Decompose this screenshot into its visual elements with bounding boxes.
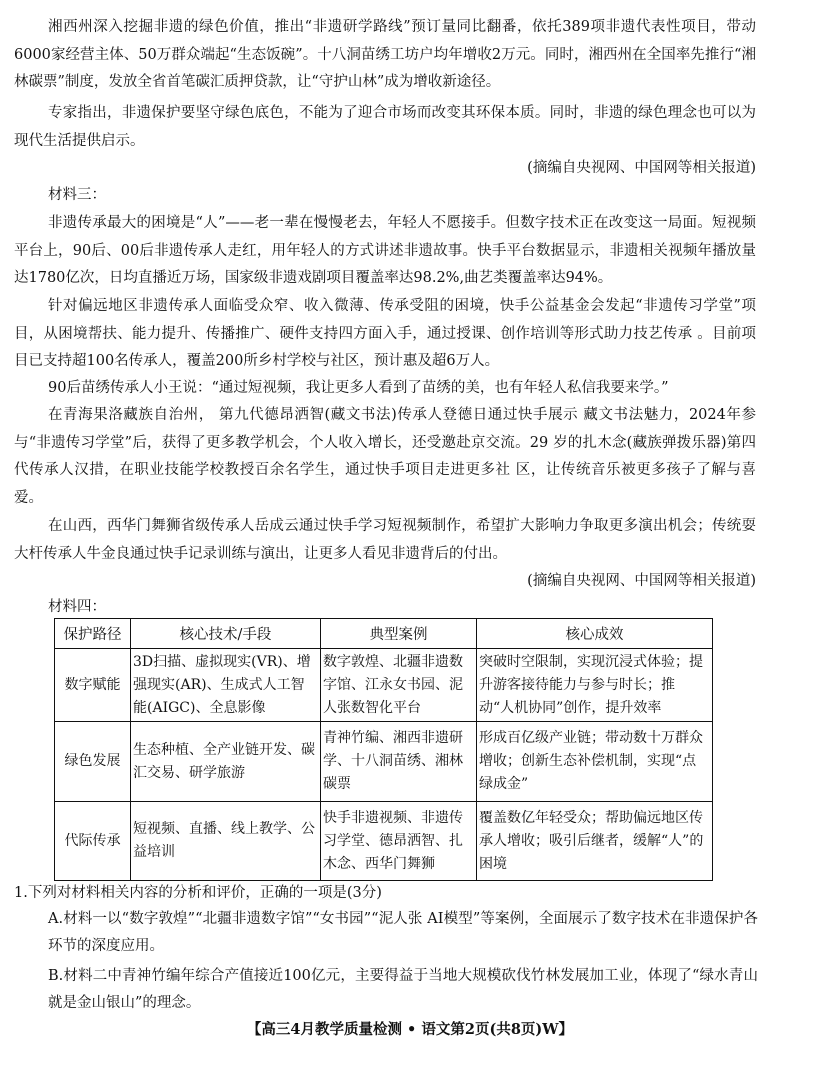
tech-cell: 短视频、直播、线上教学、公益培训 [131,802,321,881]
cases-cell: 数字敦煌、北疆非遗数字馆、江永女书园、泥人张数智化平台 [321,649,477,722]
table-row [55,802,713,881]
results-cell: 覆盖数亿年轻受众；帮助偏远地区传承人增收；吸引后继者，缓解“人”的困境 [477,802,713,881]
path-cell: 绿色发展 [55,722,131,802]
page-footer: 【高三4月教学质量检测 • 语文第2页(共8页)W】 [246,1021,574,1038]
path-cell: 代际传承 [55,802,131,881]
paragraph-shanxi: 在山西，西华门舞狮省级传承人岳成云通过快手学习短视频制作，希望扩大影响力争取更多演出机会；传统耍大杆传承人牛金良通过快手记录训练与演出，让更多人看见非遗背后的付出。 [14,518,756,562]
header-cell: 核心成效 [477,619,713,649]
paragraph-digital-inheritance: 非遗传承最大的困境是“人”——老一辈在慢慢老去，年轻人不愿接手。但数字技术正在改变这一局面。短视频平台上，90后、00后非遗传承人走红，用年轻人的方式讲述非遗故事。快手平台数据显示，非遗相关视频年播放量达1780亿次，日均直播近万场，国家级非遗戏剧项目覆盖率达98.2%,曲艺类覆盖率达94%。 [14,215,756,286]
paragraph-kuaishou-project: 针对偏远地区非遗传承人面临受众窄、收入微薄、传承受阻的困境，快手公益基金会发起“非遗传习学堂”项目，从困境帮扶、能力提升、传播推广、硬件支持四方面入手，通过授课、创作培训等形式助力技艺传承 。目前项目已支持超100名传承人，覆盖200所乡村学校与社区，预计惠及超6万人。 [14,298,756,369]
option-b: B.材料二中青神竹编年综合产值接近100亿元，主要得益于当地大规模砍伐竹林发展加工业，体现了“绿水青山就是金山银山”的理念。 [48,968,758,1011]
material-4-label: 材料四： [48,599,106,615]
path-cell: 数字赋能 [55,649,131,722]
table-header-row [55,619,713,649]
cases-cell: 快手非遗视频、非遗传习学堂、德昂洒智、扎木念、西华门舞狮 [321,802,477,881]
material-3-label: 材料三： [48,187,106,203]
results-cell: 形成百亿级产业链；带动数十万群众增收；创新生态补偿机制，实现“点绿成金” [477,722,713,802]
cases-cell: 青神竹编、湘西非遗研学、十八洞苗绣、湘林碳票 [321,722,477,802]
source-citation: (摘编自央视网、中国网等相关报道) [527,160,756,176]
header-cell: 典型案例 [321,619,477,649]
paragraph-expert: 专家指出，非遗保护要坚守绿色底色，不能为了迎合市场而改变其环保本质。同时，非遗的绿色理念也可以为现代生活提供启示。 [14,105,756,149]
tech-cell: 3D扫描、虚拟现实(VR)、增强现实(AR)、生成式人工智能(AIGC)、全息影像 [131,649,321,722]
paragraph-xiangxi: 湘西州深入挖掘非遗的绿色价值，推出“非遗研学路线”预订量同比翻番，依托389项非遗代表性项目，带动6000家经营主体、50万群众端起“生态饭碗”。十八洞苗绣工坊户均年增收2万元。同时，湘西州在全国率先推行“湘林碳票”制度，发放全省首笔碳汇质押贷款，让“守护山林”成为增收新途径。 [14,19,756,90]
header-cell: 保护路径 [55,619,131,649]
tech-cell: 生态种植、全产业链开发、碳汇交易、研学旅游 [131,722,321,802]
option-a: A.材料一以“数字敦煌”“北疆非遗数字馆”“女书园”“泥人张 AI模型”等案例，全面展示了数字技术在非遗保护各环节的深度应用。 [48,911,758,954]
header-cell: 核心技术/手段 [131,619,321,649]
question-stem: 1.下列对材料相关内容的分析和评价，正确的一项是(3分) [14,885,382,901]
paragraph-qinghai: 在青海果洛藏族自治州， 第九代德昂洒智(藏文书法)传承人登德日通过快手展示 藏文书法魅力，2024年参与“非遗传习学堂”后，获得了更多教学机会，个人收入增长，还受邀赴京交流。29 岁的扎木念(藏族弹拨乐器)第四代传承人汉措，在职业技能学校教授百余名学生，通过快手项目走进更多社 区，让传统音乐被更多孩子了解与喜爱。 [14,407,756,506]
paragraph-miao-embroidery-quote: 90后苗绣传承人小王说：“通过短视频，我让更多人看到了苗绣的美，也有年轻人私信我要来学。” [48,380,669,396]
results-cell: 突破时空限制，实现沉浸式体验；提升游客接待能力与参与时长；推动“人机协同”创作，提升效率 [477,649,713,722]
table-row [55,649,713,722]
protection-path-table [54,618,713,881]
source-citation: (摘编自央视网、中国网等相关报道) [527,573,756,589]
table-row [55,722,713,802]
